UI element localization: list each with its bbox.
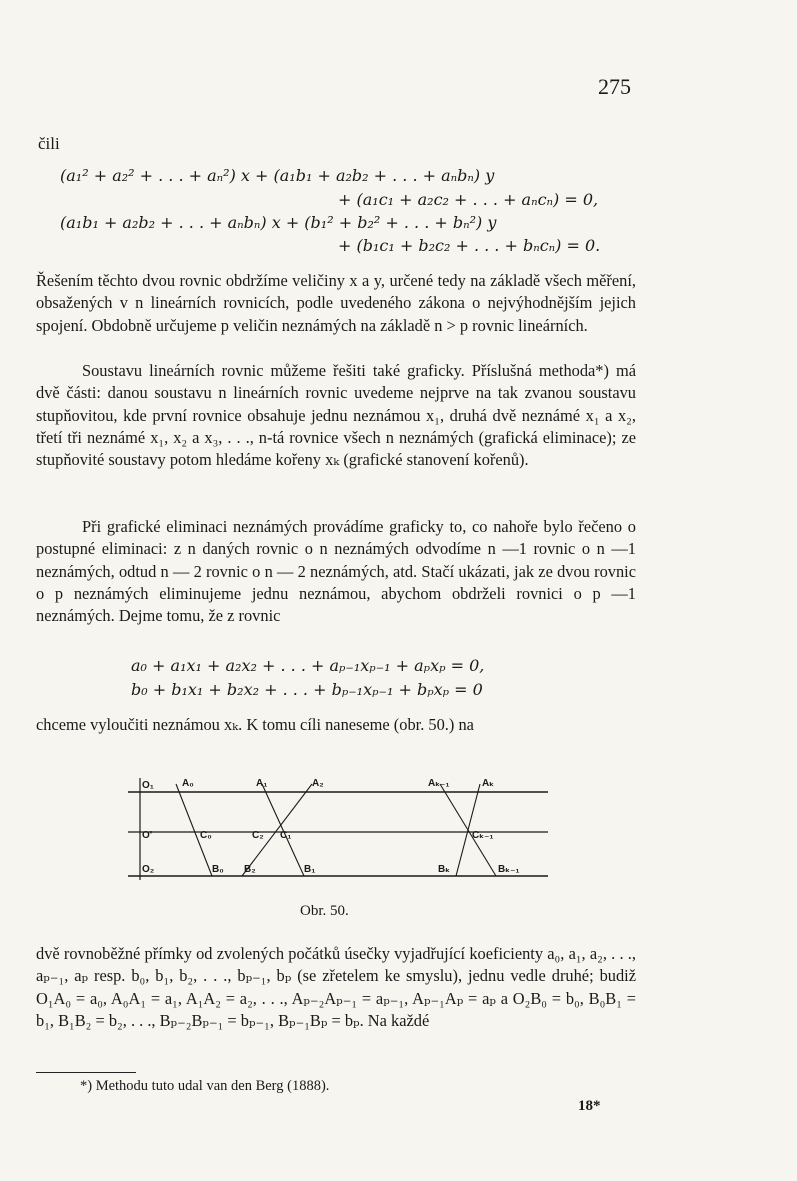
label-Ck-1: Cₖ₋₁ xyxy=(472,830,494,841)
paragraph-coefficients: dvě rovnoběžné přímky od zvolených počátků úsečky vyjadřující koeficienty a₀, a₁, a₂, . . ., aₚ₋₁, aₚ resp. b₀, b₁, b₂, . . ., bₚ₋₁, bₚ (se zřetelem ke smyslu), jednu vedle druhé; budiž O₁A₀ = a₀, A₀A₁ = a₁, A₁A₂ = a₂, . . ., Aₚ₋₂Aₚ₋₁ = aₚ₋₁, Aₚ₋₁Aₚ = aₚ a O₂B₀ = b₀, B₀B₁ = b₁, B₁B₂ = b₂, . . ., Bₚ₋₂Bₚ₋₁ = bₚ₋₁, Bₚ₋₁Bₚ = bₚ. Na každé xyxy=(36,944,636,1030)
paragraph-elimination: Při grafické eliminaci neznámých provádíme graficky to, co nahoře bylo řečeno o postupné eliminaci: z n daných rovnic o n neznámých odvodíme n —1 rovnic o n —1 neznámých, odtud n — 2 rovnic o n — 2 neznámých, atd. Stačí ukázati, jak ze dvou rovnic o p neznámých eliminujeme jednu neznámou, abychom obdrželi rovnici o p —1 neznámých. Dejme tomu, že z rovnic xyxy=(36,517,636,626)
label-B1: B₁ xyxy=(304,864,316,875)
figure-50-diagram xyxy=(128,770,548,890)
label-Bk: Bₖ xyxy=(438,864,451,875)
normal-equation-1b: + (a₁c₁ + a₂c₂ + . . . + aₙcₙ) = 0, xyxy=(338,190,599,209)
label-C2: C₂ xyxy=(252,830,264,841)
footnote: *) Methodu tuto udal van den Berg (1888). xyxy=(80,1078,330,1094)
label-Ak: Aₖ xyxy=(482,778,495,789)
footnote-rule xyxy=(36,1072,136,1073)
paragraph-solution: Řešením těchto dvou rovnic obdržíme veličiny x a y, určené tedy na základě všech měření, obsažených v n lineárních rovnicích, podle uvedeného zákona o nejvýhodnějším jejich spojení. Obdobně určujeme p veličin neznámých na základě n > p rovnic lineárních. xyxy=(36,271,636,335)
label-B2: B₂ xyxy=(244,864,256,875)
signature-mark: 18* xyxy=(578,1098,601,1114)
label-Bk-1: Bₖ₋₁ xyxy=(498,864,520,875)
label-A2: A₂ xyxy=(312,778,324,789)
label-B0: B₀ xyxy=(212,864,224,875)
label-C0: C₀ xyxy=(200,830,212,841)
label-A1: A₁ xyxy=(256,778,268,789)
figure-caption: Obr. 50. xyxy=(300,903,349,919)
label-C1: C₁ xyxy=(280,830,292,841)
intro-word: čili xyxy=(38,134,60,153)
system-equation-a: a₀ + a₁x₁ + a₂x₂ + . . . + aₚ₋₁xₚ₋₁ + aₚxₚ = 0, xyxy=(131,656,485,675)
system-equation-b: b₀ + b₁x₁ + b₂x₂ + . . . + bₚ₋₁xₚ₋₁ + bₚxₚ = 0 xyxy=(131,680,483,699)
page-number: 275 xyxy=(598,74,631,99)
label-O2: O₂ xyxy=(142,864,155,875)
normal-equation-2b: + (b₁c₁ + b₂c₂ + . . . + bₙcₙ) = 0. xyxy=(338,236,601,255)
normal-equation-1a: (a₁² + a₂² + . . . + aₙ²) x + (a₁b₁ + a₂b₂ + . . . + aₙbₙ) y xyxy=(60,166,495,185)
normal-equation-2a: (a₁b₁ + a₂b₂ + . . . + aₙbₙ) x + (b₁² + b₂² + . . . + bₙ²) y xyxy=(60,213,497,232)
paragraph-graphical-method: Soustavu lineárních rovnic můžeme řešiti také graficky. Příslušná methoda*) má dvě části: danou soustavu n lineárních rovnic uvedeme nejprve na tak zvanou soustavu stupňovitou, kde první rovnice obsahuje jednu neznámou x₁, druhá dvě neznámé x₁ a x₂, třetí tři neznámé x₁, x₂ a x₃, . . ., n-tá rovnice všech n neznámých (grafická eliminace); ze stupňovité soustavy potom hledáme kořeny xₖ (grafické stanovení kořenů). xyxy=(36,361,636,470)
label-Ak-1: Aₖ₋₁ xyxy=(428,778,450,789)
label-O1: O₁ xyxy=(142,780,154,791)
label-O-prime: O' xyxy=(142,830,153,841)
label-A0: A₀ xyxy=(182,778,194,789)
paragraph-eliminate-xk: chceme vyloučiti neznámou xₖ. K tomu cíli naneseme (obr. 50.) na xyxy=(36,715,474,734)
